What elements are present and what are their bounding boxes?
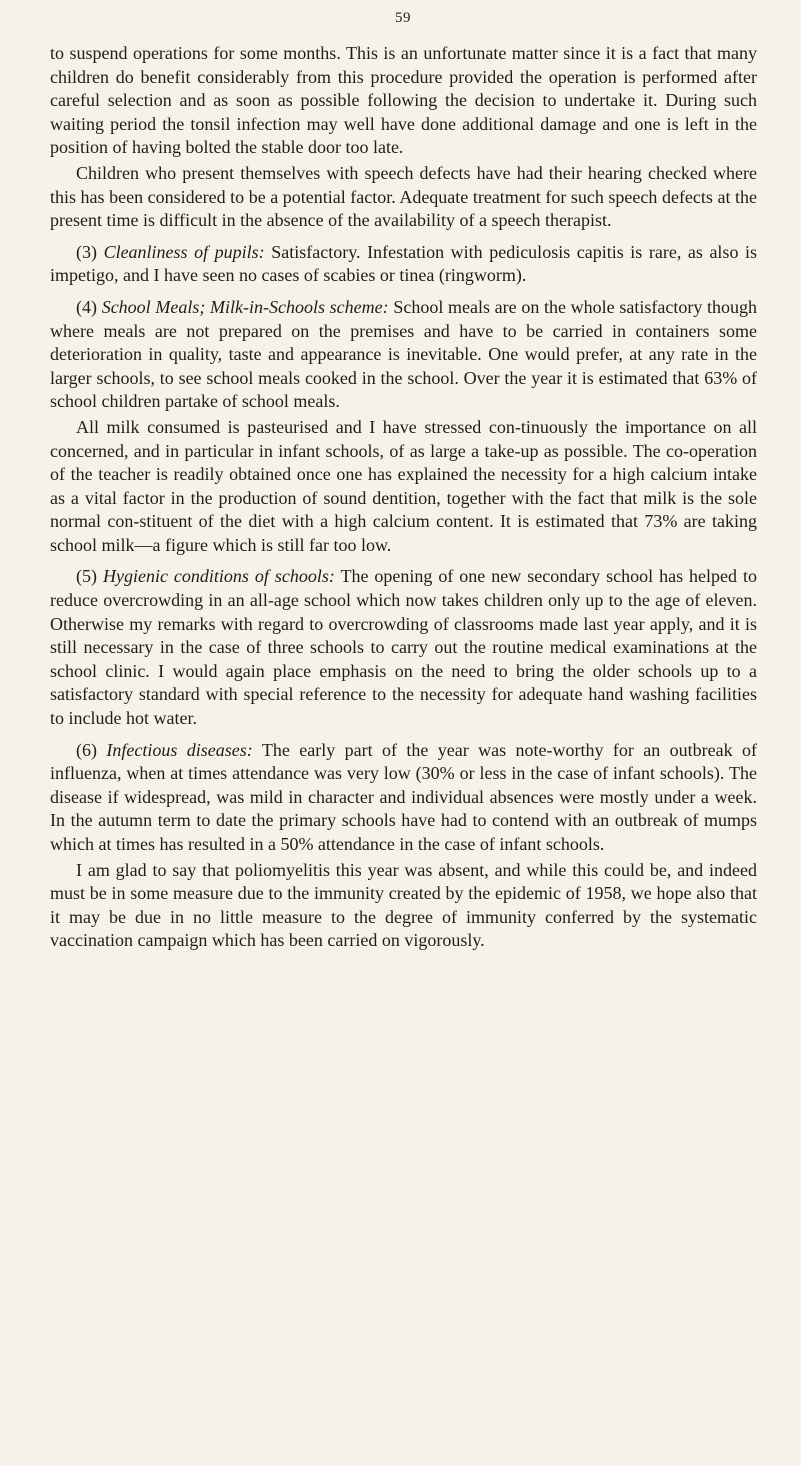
section-heading: Hygienic conditions of schools: xyxy=(102,566,335,587)
body-text xyxy=(50,42,757,961)
paragraph-hygienic-conditions xyxy=(50,565,757,730)
section-heading: Cleanliness of pupils: xyxy=(103,241,265,262)
paragraph-text: I am glad to say that poliomyelitis this year was absent, and while this could be, and indeed must be in some measure due to the immunity created by the epidemic of 1958, we hope also that it may be due in no little measure to the degree of immunity conferred by the systematic vaccination campaign which has been carried on vigorously. xyxy=(50,859,757,951)
page-number: 59 xyxy=(395,10,411,26)
section-heading: School Meals; Milk-in-Schools scheme: xyxy=(101,296,389,317)
paragraph-poliomyelitis xyxy=(50,859,757,953)
paragraph-milk xyxy=(50,416,757,558)
paragraph-text: All milk consumed is pasteurised and I have stressed con-tinuously the importance on all concerned, and in particular in infant schools, of as large a take-up as possible. The co-operation of the teacher is readily obtained once one has explained the necessity for a high calcium intake as a vital factor in the production of sound dentition, together with the fact that milk is the sole normal con-stituent of the diet with a high calcium content. It is estimated that 73% are taking school milk—a figure which is still far too low. xyxy=(50,416,757,555)
section-number: (3) xyxy=(76,241,97,262)
paragraph-text: The opening of one new secondary school has helped to reduce overcrowding in an all-age school which now takes children only up to the age of eleven. Otherwise my remarks with regard to overcrowding of classrooms made last year apply, and it is still necessary in the case of three schools to carry out the routine medical examinations at the school clinic. I would again place emphasis on the need to bring the older schools up to a satisfactory standard with special reference to the necessity for adequate hand washing facilities to include hot water. xyxy=(50,566,757,729)
paragraph-text: School meals are on the whole satisfactory though where meals are not prepared on the premises and have to be carried in containers some deterioration in quality, taste and appearance is inevitable. One would prefer, at any rate in the larger schools, to see school meals cooked in the school. Over the year it is estimated that 63% of school children partake of school meals. xyxy=(50,296,757,412)
section-number: (5) xyxy=(76,566,97,587)
paragraph-text: Satisfactory. Infestation with pediculosis capitis is rare, as also is impetigo, and I have seen no cases of scabies or tinea (ringworm). xyxy=(50,241,758,286)
paragraph-text: The early part of the year was note-worthy for an outbreak of influenza, when at times attendance was very low (30% or less in the case of infant schools). The disease if widespread, was mild in character and individual absences were mostly under a week. In the autumn term to date the primary schools have had to contend with an outbreak of mumps which at times has resulted in a 50% attendance in the case of infant schools. xyxy=(50,739,758,854)
paragraph-text: to suspend operations for some months. This is an unfortunate matter since it is a fact that many children do benefit considerably from this procedure provided the operation is performed after careful selection and as soon as possible following the decision to undertake it. During such waiting period the tonsil infection may well have done additional damage and one is left in the position of having bolted the stable door too late. xyxy=(50,43,757,158)
paragraph-text: Children who present themselves with speech defects have had their hearing checked where this has been considered to be a potential factor. Adequate treatment for such speech defects at the present time is difficult in the absence of the availability of a speech therapist. xyxy=(50,162,757,231)
section-number: (4) xyxy=(76,296,97,317)
paragraph-tonsil-operations xyxy=(50,42,757,160)
paragraph-cleanliness xyxy=(50,241,757,288)
section-number: (6) xyxy=(76,739,97,760)
paragraph-infectious-diseases xyxy=(50,739,757,857)
paragraph-speech-defects xyxy=(50,162,757,233)
paragraph-school-meals xyxy=(50,296,757,414)
section-heading: Infectious diseases: xyxy=(106,739,253,760)
